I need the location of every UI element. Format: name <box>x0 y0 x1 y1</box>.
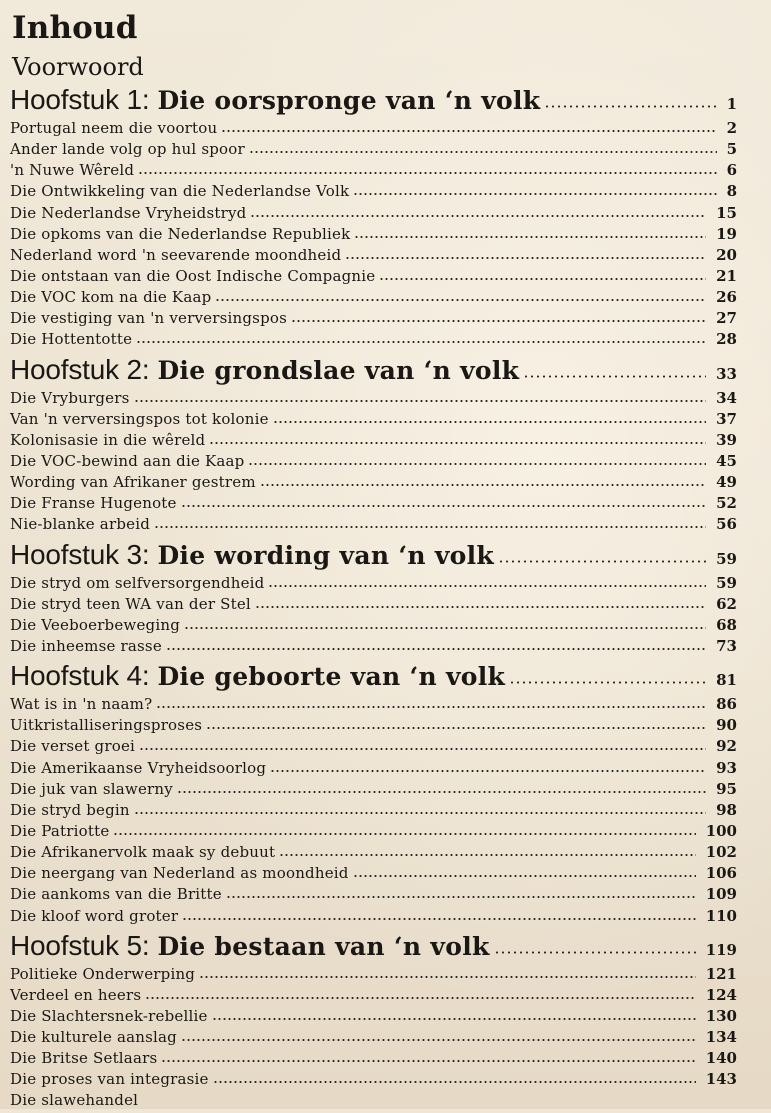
toc-entry <box>10 473 737 494</box>
entry-page-number: 6 <box>726 161 737 180</box>
toc-entry <box>10 574 737 595</box>
entry-title: Die Ontwikkeling van die Nederlandse Volk <box>10 182 350 201</box>
entry-title: Die proses van integrasie <box>10 1070 209 1089</box>
toc-entry <box>10 288 737 309</box>
chapter-title: Die geboorte van ‘n volk <box>157 662 506 692</box>
toc-entry <box>10 431 737 452</box>
entry-page-number: 37 <box>716 409 737 428</box>
entry-title: Nederland word 'n seevarende moondheid <box>10 245 342 264</box>
dot-leader <box>279 853 695 857</box>
dot-leader <box>181 1038 696 1042</box>
contents-heading: Inhoud <box>12 10 138 46</box>
entry-page-number: 45 <box>716 451 737 470</box>
chapter-page-number: 119 <box>705 940 737 959</box>
toc-entry <box>10 389 737 410</box>
dot-leader <box>182 917 695 921</box>
toc-entry <box>10 822 737 843</box>
entry-page-number: 28 <box>716 330 737 349</box>
toc-entry <box>10 246 737 267</box>
entry-title: Die Vryburgers <box>10 388 130 407</box>
toc-entry <box>10 410 737 431</box>
toc-entry <box>10 737 737 758</box>
toc-entry <box>10 716 737 737</box>
entry-title: Die Slachtersnek-rebellie <box>10 1006 208 1025</box>
entry-title: Uitkristalliseringsproses <box>10 716 203 735</box>
entry-page-number: 56 <box>716 515 737 534</box>
toc-entry <box>10 204 737 225</box>
dot-leader <box>138 171 716 175</box>
toc-entry <box>10 595 737 616</box>
entry-title: Politieke Onderwerping <box>10 964 196 983</box>
entry-title: Die Patriotte <box>10 821 110 840</box>
dot-leader <box>161 1059 695 1063</box>
entry-page-number: 52 <box>716 494 737 513</box>
entry-page-number: 49 <box>716 473 737 492</box>
chapter-page-number: 1 <box>726 95 737 113</box>
dot-leader <box>250 214 706 218</box>
dot-leader <box>260 483 706 487</box>
entry-title: Die Hottentotte <box>10 330 133 349</box>
entry-page-number: 110 <box>705 906 737 925</box>
entry-page-number: 102 <box>705 843 737 862</box>
entry-page-number: 86 <box>716 695 737 714</box>
entry-page-number: 68 <box>716 615 737 634</box>
toc-entry <box>10 907 737 928</box>
entry-title: Die kloof word groter <box>10 906 179 925</box>
preface-entry: Voorwoord <box>12 53 144 81</box>
entry-title: Die Amerikaanse Vryheidsoorlog <box>10 758 267 777</box>
entry-title: Die stryd begin <box>10 800 130 819</box>
toc-entry <box>10 616 737 637</box>
chapter-title: Die grondslae van ‘n volk <box>157 355 520 385</box>
toc-entry <box>10 986 737 1007</box>
entry-page-number: 100 <box>705 821 737 840</box>
dot-leader <box>291 319 706 323</box>
dot-leader <box>273 420 706 424</box>
entry-page-number: 62 <box>716 594 737 613</box>
entry-title: Die VOC kom na die Kaap <box>10 288 212 307</box>
entry-page-number: 19 <box>716 224 737 243</box>
entry-title: Kolonisasie in die wêreld <box>10 430 206 449</box>
toc-entry <box>10 801 737 822</box>
dot-leader <box>353 192 716 196</box>
entry-page-number: 26 <box>716 288 737 307</box>
toc-entry <box>10 140 737 161</box>
toc-entry <box>10 515 737 536</box>
entry-page-number: 109 <box>705 885 737 904</box>
entry-title: 'n Nuwe Wêreld <box>10 161 135 180</box>
chapter-title: Die bestaan van ‘n volk <box>157 931 490 961</box>
entry-title: Die stryd teen WA van der Stel <box>10 594 251 613</box>
toc-entry <box>10 759 737 780</box>
entry-page-number: 21 <box>716 266 737 285</box>
entry-page-number: 140 <box>705 1049 737 1068</box>
chapter-heading <box>10 658 737 695</box>
dot-leader <box>213 1080 696 1084</box>
dot-leader <box>181 504 707 508</box>
dot-leader <box>156 705 706 709</box>
entry-title: Die Afrikanervolk maak sy debuut <box>10 843 276 862</box>
entry-page-number: 121 <box>705 964 737 983</box>
entry-title: Die Franse Hugenote <box>10 494 177 513</box>
dot-leader <box>249 150 717 154</box>
dot-leader <box>136 340 706 344</box>
chapter-label: Hoofstuk 4: <box>10 660 150 692</box>
entry-page-number: 34 <box>716 388 737 407</box>
chapter-page-number: 59 <box>716 549 737 568</box>
entry-title: Die juk van slawerny <box>10 779 173 798</box>
chapter-label: Hoofstuk 5: <box>10 929 150 961</box>
dot-leader <box>523 374 706 379</box>
entry-page-number: 5 <box>726 140 737 159</box>
toc-entry <box>10 309 737 330</box>
entry-title: Van 'n verversingspos tot kolonie <box>10 409 269 428</box>
chapter-page-number: 81 <box>716 671 737 690</box>
entry-page-number: 124 <box>705 985 737 1004</box>
entry-title: Wat is in 'n naam? <box>10 695 153 714</box>
entry-page-number: 90 <box>716 716 737 735</box>
dot-leader <box>139 747 706 751</box>
entry-title: Die vestiging van 'n verversingspos <box>10 309 287 328</box>
dot-leader <box>509 680 706 685</box>
toc-entry <box>10 452 737 473</box>
dot-leader <box>166 647 706 651</box>
entry-page-number: 130 <box>705 1006 737 1025</box>
dot-leader <box>134 811 706 815</box>
toc-entry <box>10 161 737 182</box>
entry-title: Portugal neem die voortou <box>10 119 218 137</box>
entry-page-number: 93 <box>716 758 737 777</box>
entry-title: Nie-blanke arbeid <box>10 515 150 534</box>
entry-page-number: 15 <box>716 203 737 222</box>
toc-entry <box>10 1028 737 1049</box>
toc-entry <box>10 885 737 906</box>
chapter-heading <box>10 537 737 574</box>
dot-leader <box>177 790 706 794</box>
dot-leader <box>353 874 696 878</box>
toc-entry <box>10 843 737 864</box>
table-of-contents <box>10 82 737 1113</box>
toc-entry <box>10 330 737 351</box>
entry-title: Die opkoms van die Nederlandse Republiek <box>10 224 351 243</box>
dot-leader <box>268 584 706 588</box>
entry-title: Wording van Afrikaner gestrem <box>10 473 256 492</box>
toc-entry <box>10 225 737 246</box>
entry-title: Die Britse Setlaars <box>10 1049 158 1068</box>
toc-entry <box>10 864 737 885</box>
toc-entry <box>10 1091 737 1112</box>
toc-entry <box>10 965 737 986</box>
entry-title: Die inheemse rasse <box>10 636 162 655</box>
entry-page-number: 39 <box>716 430 737 449</box>
chapter-heading <box>10 928 737 965</box>
entry-page-number: 106 <box>705 864 737 883</box>
dot-leader <box>221 129 716 133</box>
chapter-title: Die wording van ‘n volk <box>157 540 495 570</box>
entry-page-number: 98 <box>716 800 737 819</box>
entry-page-number: 95 <box>716 779 737 798</box>
entry-page-number: 134 <box>705 1028 737 1047</box>
entry-title: Die aankoms van die Britte <box>10 885 222 904</box>
entry-page-number: 59 <box>716 573 737 592</box>
dot-leader <box>134 399 707 403</box>
dot-leader <box>206 726 706 730</box>
entry-title: Die ontstaan van die Oost Indische Compagnie <box>10 266 376 285</box>
toc-entry <box>10 1070 737 1091</box>
toc-entry <box>10 695 737 716</box>
toc-entry <box>10 1049 737 1070</box>
entry-title: Die slawehandel <box>10 1091 139 1110</box>
dot-leader <box>248 462 706 466</box>
dot-leader <box>212 1017 696 1021</box>
dot-leader <box>184 626 706 630</box>
dot-leader <box>270 769 706 773</box>
entry-page-number: 143 <box>705 1070 737 1089</box>
toc-entry <box>10 1007 737 1028</box>
entry-title: Die VOC-bewind aan die Kaap <box>10 451 245 470</box>
entry-page-number: 92 <box>716 737 737 756</box>
entry-title: Die verset groei <box>10 737 136 756</box>
toc-entry <box>10 182 737 203</box>
entry-page-number: 2 <box>726 119 737 137</box>
chapter-page-number: 33 <box>716 364 737 383</box>
toc-entry <box>10 637 737 658</box>
dot-leader <box>379 277 706 281</box>
toc-entry <box>10 267 737 288</box>
chapter-label: Hoofstuk 3: <box>10 538 150 570</box>
entry-title: Die Veeboerbeweging <box>10 615 181 634</box>
dot-leader <box>215 298 706 302</box>
entry-title: Die Nederlandse Vryheidstryd <box>10 203 247 222</box>
entry-title: Die kulturele aanslag <box>10 1028 177 1047</box>
chapter-label: Hoofstuk 2: <box>10 353 150 385</box>
toc-entry <box>10 119 737 140</box>
dot-leader <box>345 256 706 260</box>
chapter-title: Die oorspronge van ‘n volk <box>157 86 541 115</box>
dot-leader <box>145 996 695 1000</box>
entry-page-number: 20 <box>716 245 737 264</box>
entry-title: Verdeel en heers <box>10 985 142 1004</box>
entry-page-number: 27 <box>716 309 737 328</box>
toc-entry <box>10 494 737 515</box>
entry-title: Die stryd om selfversorgendheid <box>10 573 265 592</box>
dot-leader <box>498 559 706 564</box>
entry-title: Ander lande volg op hul spoor <box>10 140 245 159</box>
toc-entry <box>10 780 737 801</box>
dot-leader <box>209 441 706 445</box>
dot-leader <box>154 525 706 529</box>
dot-leader <box>544 104 716 109</box>
entry-title: Die neergang van Nederland as moondheid <box>10 864 349 883</box>
dot-leader <box>199 975 696 979</box>
chapter-heading <box>10 352 737 389</box>
entry-page-number: 73 <box>716 636 737 655</box>
chapter-heading <box>10 82 737 119</box>
dot-leader <box>255 605 706 609</box>
dot-leader <box>226 895 696 899</box>
dot-leader <box>494 950 696 955</box>
dot-leader <box>113 832 695 836</box>
dot-leader <box>354 235 706 239</box>
chapter-label: Hoofstuk 1: <box>10 84 150 115</box>
entry-page-number: 8 <box>726 182 737 201</box>
